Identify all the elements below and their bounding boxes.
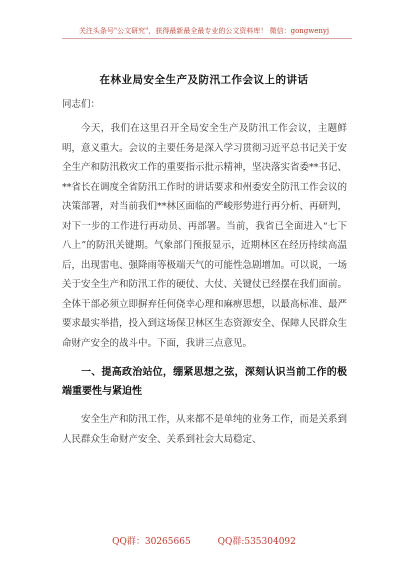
body-paragraph: 今天，我们在这里召开全局安全生产及防汛工作会议，主题鲜明，意义重大。会议的主要任务是深入学习贯彻习近平总书记关于安全生产和防汛救灾工作的重要指示批示精神，坚决落实省委**书记、**省长在调度全省防汛工作时的讲话要求和州委安全防汛工作会议的决策部署，对当前我们**林区面临的严峻形势进行再分析、再研判，对下一步的工作进行再动员、再部署。当前，我省已全面进入“七下八上”的防汛关键期。气象部门预报显示，近期林区在经历持续高温后，出现雷电、强降雨等极端天气的可能性急剧增加。可以说，一场关于安全生产和防汛工作的硬仗、大仗、关键仗已经摆在我们面前。全体干部必须立即摒弃任何侥幸心理和麻痹思想，以最高标准、最严要求最实举措，投入到这场保卫林区生态资源安全、保障人民群众生命财产安全的战斗中。下面，我讲三点意见。 xyxy=(62,123,348,349)
footer-contact xyxy=(0,534,408,547)
document-body xyxy=(62,119,347,449)
salutation: 同志们： xyxy=(62,99,101,110)
footer-qq-group-1: QQ群：30265665 xyxy=(112,537,191,547)
header-divider xyxy=(62,38,352,39)
footer-qq-group-2: QQ群:535304092 xyxy=(217,537,296,547)
body-paragraph: 安全生产和防汛工作，从来都不是单纯的业务工作，而是关系到人民群众生命财产安全、关系到社会大局稳定、 xyxy=(62,414,348,445)
header-banner: 关注头条号"公文研究"，获得最新最全最专业的公文资料库！ 微信：gongwenyj xyxy=(78,27,330,35)
document-title: 在林业局安全生产及防汛工作会议上的讲话 xyxy=(99,74,309,86)
section-heading: 一、提高政治站位，绷紧思想之弦，深刻认识当前工作的极端重要性与紧迫性 xyxy=(62,367,347,397)
